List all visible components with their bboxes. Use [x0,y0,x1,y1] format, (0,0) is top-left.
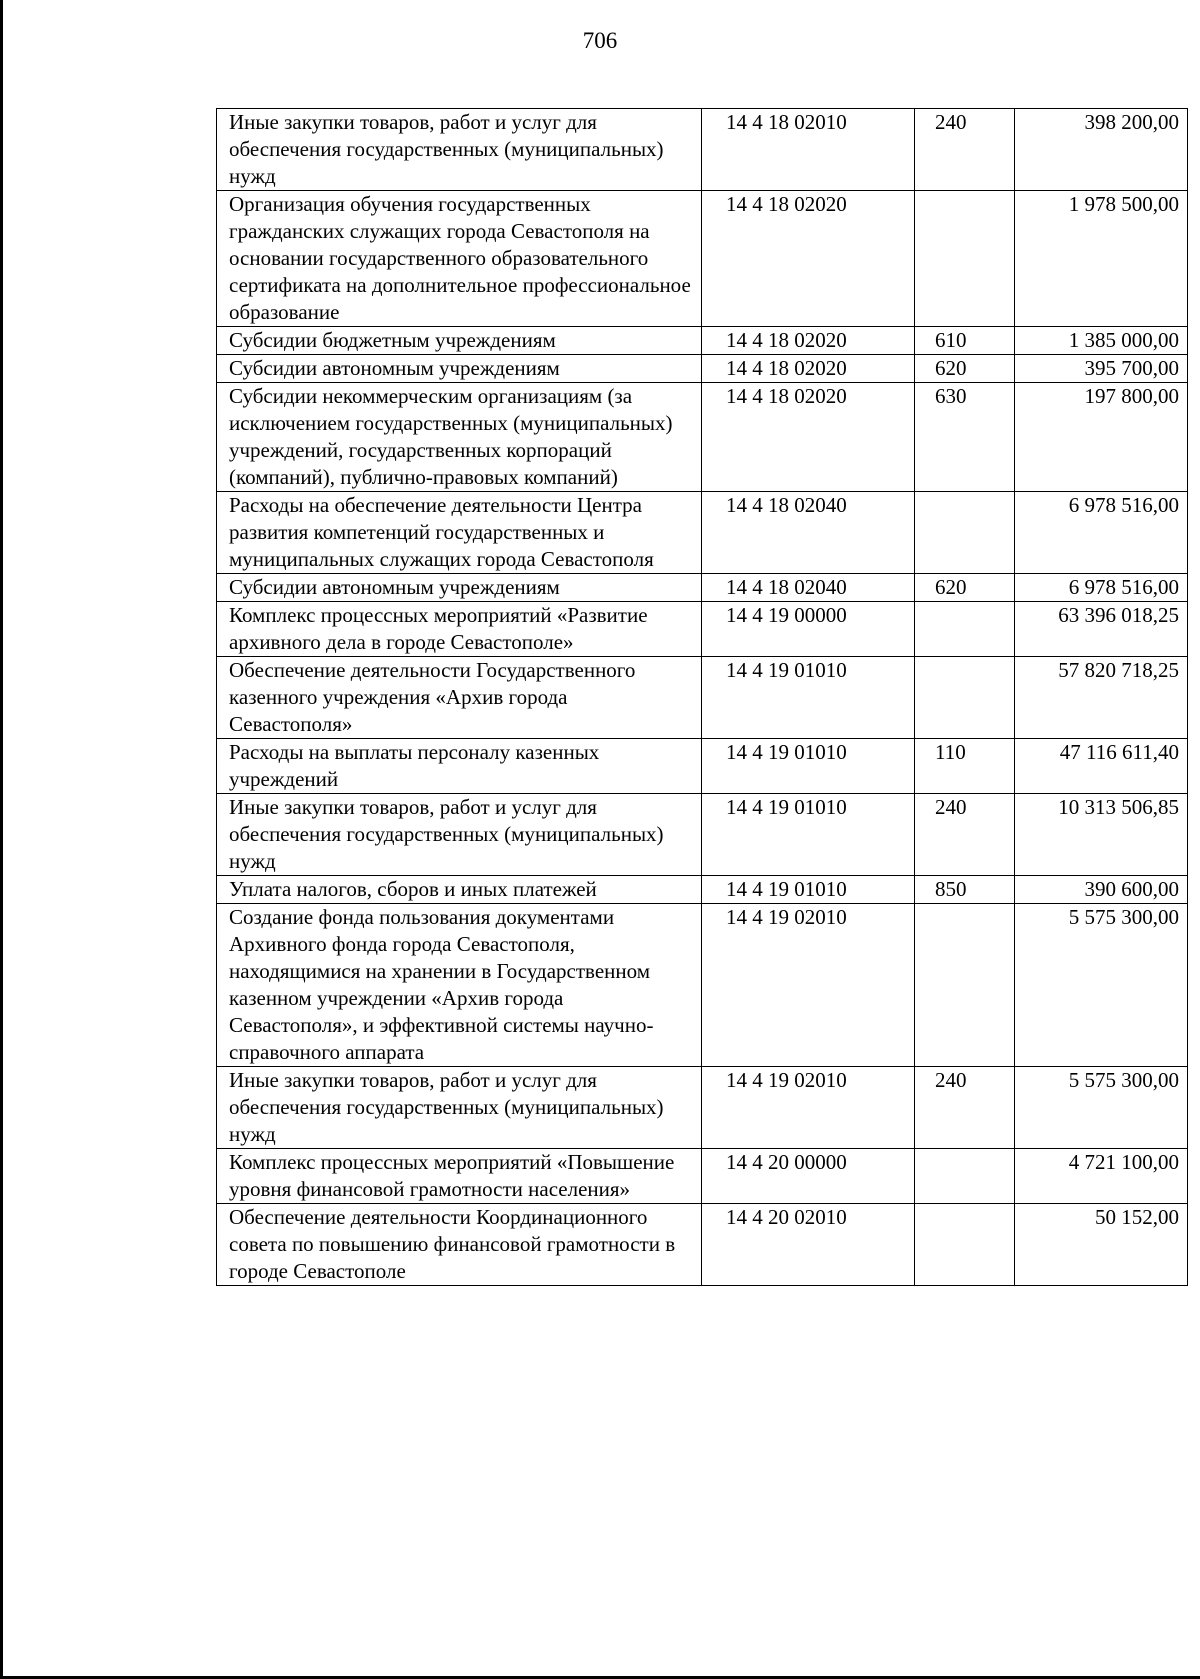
row-code-cell: 14 4 18 02020 [702,191,915,327]
row-code-cell: 14 4 19 01010 [702,794,915,876]
row-name-cell: Субсидии автономным учреждениям [217,574,702,602]
table-row [217,657,1188,739]
row-code-cell: 14 4 19 00000 [702,602,915,657]
row-name-cell: Субсидии автономным учреждениям [217,355,702,383]
row-sum-cell: 57 820 718,25 [1015,657,1188,739]
row-type-cell [915,657,1015,739]
row-name-cell: Создание фонда пользования документами Архивного фонда города Севастополя, находящимися на хранении в Государственном казенном учреждении «Архив города Севастополя», и эффективной системы научно-справочного аппарата [217,904,702,1067]
row-name-cell: Расходы на выплаты персоналу казенных учреждений [217,739,702,794]
row-sum-cell: 50 152,00 [1015,1204,1188,1286]
row-type-cell: 240 [915,1067,1015,1149]
row-type-cell: 240 [915,794,1015,876]
table-row [217,574,1188,602]
row-sum-cell: 1 385 000,00 [1015,327,1188,355]
table-row [217,904,1188,1067]
table-row [217,191,1188,327]
row-code-cell: 14 4 19 01010 [702,876,915,904]
row-type-cell [915,602,1015,657]
row-type-cell [915,1149,1015,1204]
row-name-cell: Субсидии бюджетным учреждениям [217,327,702,355]
row-sum-cell: 5 575 300,00 [1015,904,1188,1067]
row-name-cell: Субсидии некоммерческим организациям (за исключением государственных (муниципальных) учреждений, государственных корпораций (компаний), публично-правовых компаний) [217,383,702,492]
table-row [217,1204,1188,1286]
row-sum-cell: 4 721 100,00 [1015,1149,1188,1204]
table-body [217,109,1188,1286]
row-type-cell: 240 [915,109,1015,191]
row-code-cell: 14 4 18 02020 [702,355,915,383]
row-name-cell: Иные закупки товаров, работ и услуг для обеспечения государственных (муниципальных) нужд [217,109,702,191]
row-name-cell: Уплата налогов, сборов и иных платежей [217,876,702,904]
row-code-cell: 14 4 19 01010 [702,657,915,739]
row-type-cell: 630 [915,383,1015,492]
row-code-cell: 14 4 20 02010 [702,1204,915,1286]
row-sum-cell: 1 978 500,00 [1015,191,1188,327]
table-row [217,1067,1188,1149]
scan-left-border [0,0,3,1679]
row-sum-cell: 6 978 516,00 [1015,574,1188,602]
row-type-cell [915,904,1015,1067]
row-sum-cell: 10 313 506,85 [1015,794,1188,876]
row-sum-cell: 63 396 018,25 [1015,602,1188,657]
row-name-cell: Комплекс процессных мероприятий «Развитие архивного дела в городе Севастополе» [217,602,702,657]
row-code-cell: 14 4 18 02020 [702,383,915,492]
row-code-cell: 14 4 18 02010 [702,109,915,191]
table-row [217,383,1188,492]
row-type-cell: 620 [915,355,1015,383]
table-row [217,1149,1188,1204]
table-row [217,739,1188,794]
table-row [217,355,1188,383]
row-code-cell: 14 4 20 00000 [702,1149,915,1204]
row-sum-cell: 398 200,00 [1015,109,1188,191]
row-name-cell: Иные закупки товаров, работ и услуг для обеспечения государственных (муниципальных) нужд [217,794,702,876]
page-number: 706 [582,28,618,53]
row-name-cell: Обеспечение деятельности Координационного совета по повышению финансовой грамотности в городе Севастополе [217,1204,702,1286]
row-name-cell: Иные закупки товаров, работ и услуг для обеспечения государственных (муниципальных) нужд [217,1067,702,1149]
table-row [217,794,1188,876]
row-code-cell: 14 4 19 02010 [702,1067,915,1149]
table-row [217,602,1188,657]
row-type-cell [915,492,1015,574]
row-code-cell: 14 4 19 02010 [702,904,915,1067]
row-type-cell: 620 [915,574,1015,602]
row-name-cell: Организация обучения государственных гражданских служащих города Севастополя на основании государственного образовательного сертификата на дополнительное профессиональное образование [217,191,702,327]
row-name-cell: Расходы на обеспечение деятельности Центра развития компетенций государственных и муниципальных служащих города Севастополя [217,492,702,574]
row-type-cell [915,191,1015,327]
table-row [217,109,1188,191]
row-name-cell: Комплекс процессных мероприятий «Повышение уровня финансовой грамотности населения» [217,1149,702,1204]
row-sum-cell: 395 700,00 [1015,355,1188,383]
row-code-cell: 14 4 19 01010 [702,739,915,794]
row-sum-cell: 197 800,00 [1015,383,1188,492]
row-type-cell [915,1204,1015,1286]
row-sum-cell: 47 116 611,40 [1015,739,1188,794]
table-row [217,876,1188,904]
row-code-cell: 14 4 18 02020 [702,327,915,355]
row-sum-cell: 390 600,00 [1015,876,1188,904]
table-row [217,327,1188,355]
row-type-cell: 850 [915,876,1015,904]
budget-table [216,108,1188,1286]
row-type-cell: 610 [915,327,1015,355]
row-sum-cell: 6 978 516,00 [1015,492,1188,574]
row-sum-cell: 5 575 300,00 [1015,1067,1188,1149]
row-code-cell: 14 4 18 02040 [702,492,915,574]
row-code-cell: 14 4 18 02040 [702,574,915,602]
row-type-cell: 110 [915,739,1015,794]
table-row [217,492,1188,574]
row-name-cell: Обеспечение деятельности Государственного казенного учреждения «Архив города Севастополя» [217,657,702,739]
